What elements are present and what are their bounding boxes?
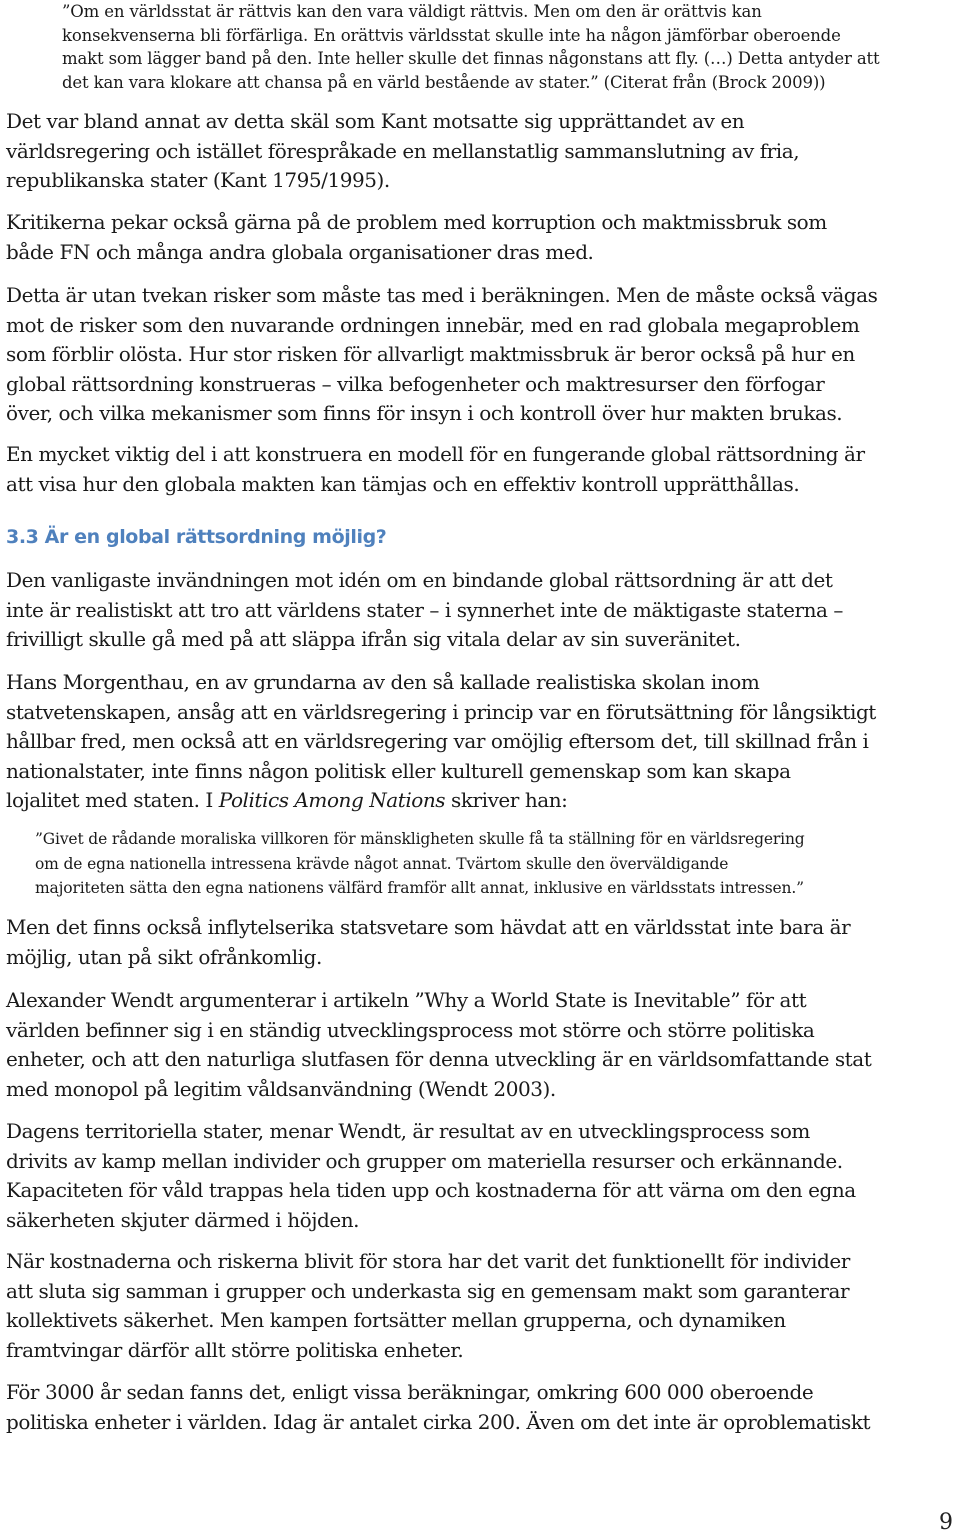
text-line: republikanska stater (Kant 1795/1995).	[6, 168, 390, 192]
text-line: både FN och många andra globala organisationer dras med.	[6, 239, 594, 264]
text-line: Alexander Wendt argumenterar i artikeln ”Why a World State is Inevitable” för att	[6, 988, 807, 1012]
quote-line: det kan vara klokare att chansa på en värld bestående av stater.” (Citerat från (Brock 2009))	[62, 72, 826, 92]
text-line: säkerheten skjuter därmed i höjden.	[6, 1207, 360, 1232]
text-line: När kostnaderna och riskerna blivit för stora har det varit det funktionellt för individer	[6, 1249, 850, 1273]
text-line: En mycket viktig del i att konstruera en modell för en fungerande global rättsordning är	[6, 442, 865, 466]
paragraph	[6, 107, 956, 196]
text-line: Men det finns också inflytelserika statsvetare som hävdat att en världsstat inte bara är	[6, 915, 851, 939]
text-line: inte är realistiskt att tro att världens stater – i synnerhet inte de mäktigaste staterna –	[6, 597, 843, 622]
text-line: världsregering och istället förespråkade en mellanstatlig sammanslutning av fria,	[6, 138, 800, 163]
text-line: världen befinner sig i en ständig utvecklingsprocess mot större och större politiska	[6, 1017, 815, 1042]
text-line: Den vanligaste invändningen mot idén om en bindande global rättsordning är att det	[6, 568, 833, 592]
paragraph	[6, 440, 956, 499]
text-line: möjlig, utan på sikt ofrånkomlig.	[6, 944, 322, 969]
quote-line: makt som lägger band på den. Inte heller skulle det finnas någonstans att fly. (…) Detta antyder att	[62, 49, 880, 68]
text-line: med monopol på legitim våldsanvändning (Wendt 2003).	[6, 1076, 556, 1101]
paragraph	[6, 1378, 956, 1437]
text-line: För 3000 år sedan fanns det, enligt vissa beräkningar, omkring 600 000 oberoende	[6, 1380, 814, 1404]
paragraph	[6, 1247, 956, 1365]
paragraph	[6, 986, 956, 1104]
book-title: Politics Among Nations	[218, 788, 446, 812]
text-line: att visa hur den globala makten kan tämjas och en effektiv kontroll upprätthållas.	[6, 471, 800, 496]
text-line: över, och vilka mekanismer som finns för insyn i och kontroll över hur makten brukas.	[6, 401, 843, 425]
text-line: Det var bland annat av detta skäl som Kant motsatte sig upprättandet av en	[6, 109, 745, 133]
text-line: global rättsordning konstrueras – vilka befogenheter och maktresurser den förfogar	[6, 371, 825, 396]
paragraph	[6, 566, 956, 655]
paragraph	[6, 281, 956, 429]
text-line: att sluta sig samman i grupper och underkasta sig en gemensam makt som garanterar	[6, 1278, 850, 1303]
section-heading: 3.3 Är en global rättsordning möjlig?	[6, 526, 387, 548]
paragraph	[6, 668, 956, 816]
text-line: Dagens territoriella stater, menar Wendt, är resultat av en utvecklingsprocess som	[6, 1119, 810, 1143]
text-line: politiska enheter i världen. Idag är antalet cirka 200. Även om det inte är oproblematiskt	[6, 1409, 871, 1434]
text-line: framtvingar därför allt större politiska enheter.	[6, 1337, 464, 1362]
text-line: frivilligt skulle gå med på att släppa ifrån sig vitala delar av sin suveränitet.	[6, 627, 741, 651]
text-line: drivits av kamp mellan individer och grupper om materiella resurser och erkännande.	[6, 1148, 843, 1173]
text-line: som förblir olösta. Hur stor risken för allvarligt maktmissbruk är beror också på hur en	[6, 342, 855, 366]
text-line: Kritikerna pekar också gärna på de problem med korruption och maktmissbruk som	[6, 210, 827, 234]
block-quote	[35, 827, 935, 901]
block-quote	[62, 0, 942, 94]
text-line: kollektivets säkerhet. Men kampen fortsätter mellan grupperna, och dynamiken	[6, 1308, 786, 1332]
paragraph	[6, 208, 956, 267]
text-line: enheter, och att den naturliga slutfasen för denna utveckling är en världsomfattande stat	[6, 1047, 872, 1071]
text-run: lojalitet med staten. I	[6, 788, 219, 812]
text-line: mot de risker som den nuvarande ordningen innebär, med en rad globala megaproblem	[6, 312, 860, 337]
quote-line: majoriteten sätta den egna nationens välfärd framför allt annat, inklusive en världsstats intressen.”	[35, 879, 804, 897]
text-line: statvetenskapen, ansåg att en världsregering i princip var en förutsättning för långsiktigt	[6, 699, 876, 724]
page-number: 9	[939, 1510, 953, 1535]
quote-line: ”Givet de rådande moraliska villkoren för mänskligheten skulle få ta ställning för en världsregering	[35, 830, 805, 848]
quote-line: ”Om en världsstat är rättvis kan den vara väldigt rättvis. Men om den är orättvis kan	[62, 2, 762, 21]
text-run: skriver han:	[445, 788, 568, 812]
text-line	[6, 786, 956, 816]
quote-line: om de egna nationella intressena krävde något annat. Tvärtom skulle den överväldigande	[35, 854, 729, 873]
text-line: Kapaciteten för våld trappas hela tiden upp och kostnaderna för att värna om den egna	[6, 1178, 856, 1202]
paragraph	[6, 1117, 956, 1235]
quote-line: konsekvenserna bli förfärliga. En orättvis världsstat skulle inte ha någon jämförbar oberoende	[62, 25, 841, 45]
paragraph	[6, 913, 956, 972]
text-line: nationalstater, inte finns någon politisk eller kulturell gemenskap som kan skapa	[6, 758, 791, 783]
text-line: hållbar fred, men också att en världsregering var omöjlig eftersom det, till skillnad från i	[6, 729, 869, 753]
text-line: Hans Morgenthau, en av grundarna av den så kallade realistiska skolan inom	[6, 670, 760, 694]
text-line: Detta är utan tvekan risker som måste tas med i beräkningen. Men de måste också vägas	[6, 283, 878, 307]
